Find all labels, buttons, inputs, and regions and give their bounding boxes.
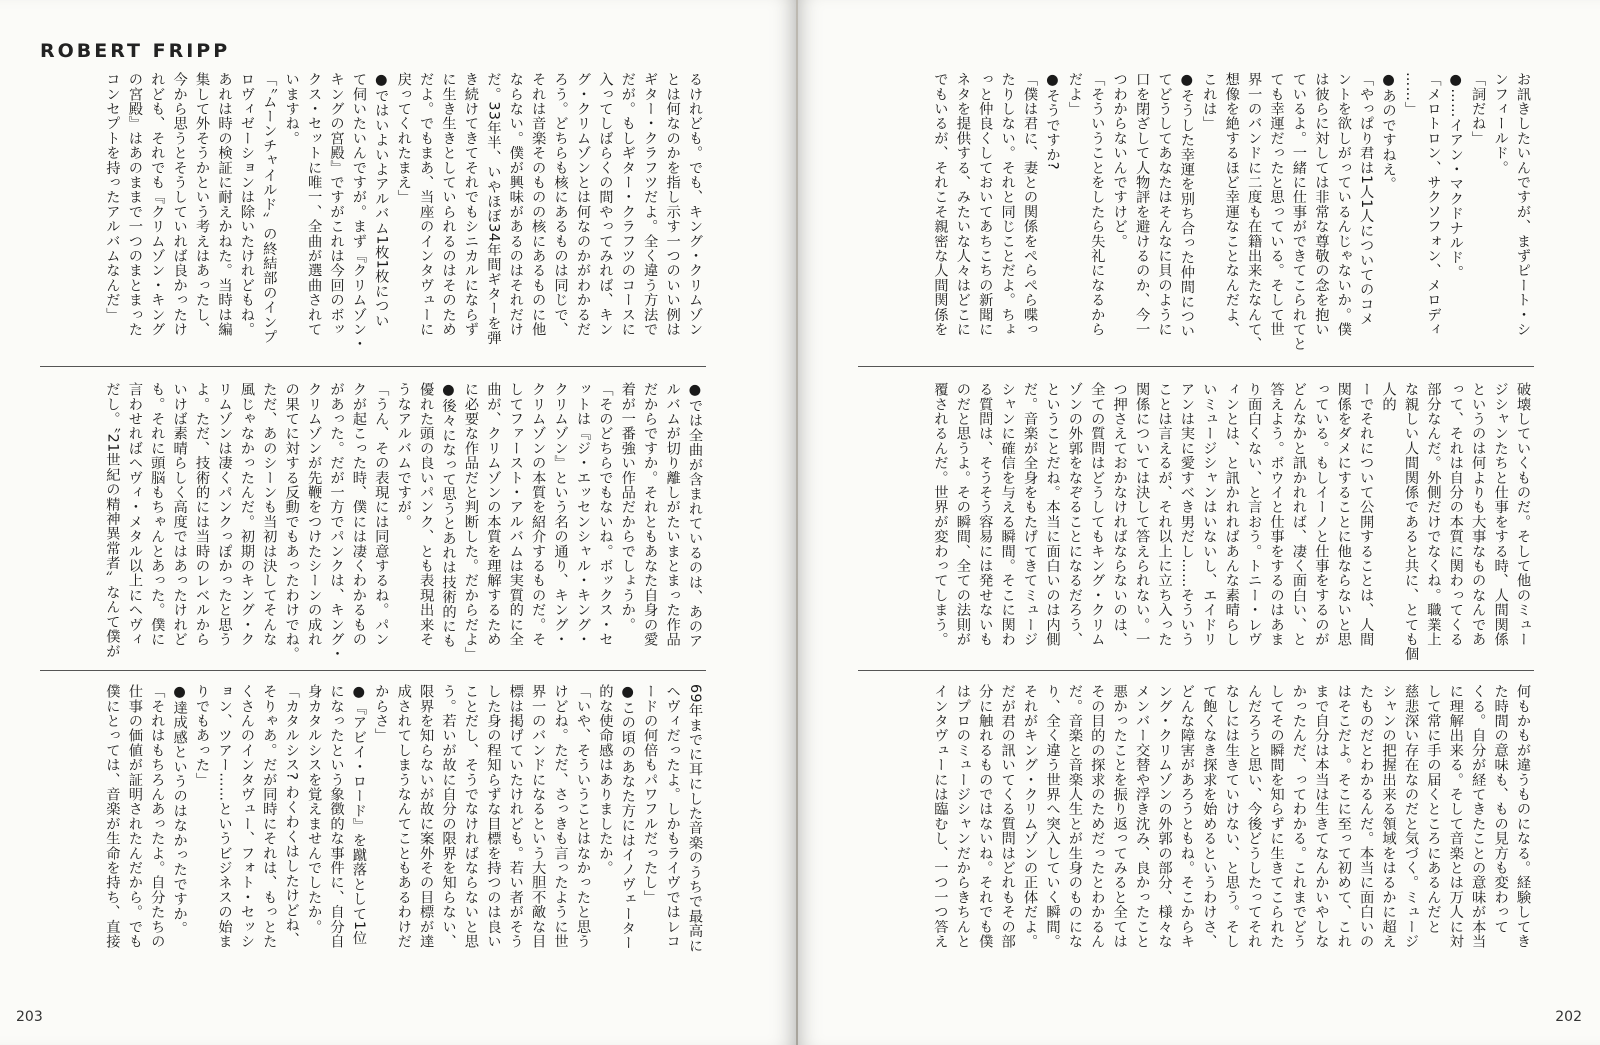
right-tier-divider-2 [858, 670, 1534, 671]
right-tier-1-text: お訊きしたいんですが、まずピート・シ ンフィールド。 「詞だね」 ●……イアン・マクドナルド。 「メロトロン、サクソフォン、メロディ ……」 ●あのですねえ。 「やっぱり君は1人1人についてのコメ ントを欲しがっているんじゃないか。僕 は彼らに対しては非常な尊敬の念を抱い ているよ。一緒に仕事ができてこられてと ても幸運だったと思っている。そして世 界一のバンドに二度も在籍出来たなんて、 想像を絶するほど幸運なことなんだよ、 これは」 ●そうした幸運を別ち合った仲間につい てどうしてあなたはそんなに貝のように 口を閉ざして人物評を避けるのか、今一 つわからないんですけど。 「そういうことをしたら失礼になるから だよ」 ●そうですか? 「僕は君に、妻との関係をぺらぺら喋っ たりしない。それと同じことだよ。ちょ っと仲良くしておいてあちこちの新聞に ネタを提供する、みたいな人々はどこに でもいるが、それこそ親密な人間関係を [932, 72, 1531, 352]
left-tier-1-text: るけれども。でも、キング・クリムゾン とは何なのかを指し示す一つのいい例は ギター・クラフツだよ。全く違う方法で だが。もしギター・クラフツのコースに 入ってしばらくの間やってみれば、キン グ・クリムゾンとは何なのかがわかるだ ろう。どちらも核にあるものは同じで、 それは音楽そのものの核にあるものに他 ならない。僕が興味があるのはそれだけ だ。33年半、いやほぼ34年間ギターを弾 き続けてきてそれでもシニカルにならず に生き生きとしていられるのはそのため だよ。でもまあ、当座のインタヴューに 戻ってくれたまえ」 ●ではいよいよアルバム1枚1枚につい て伺いたいんですが。まず『クリムゾン・ キングの宮殿』ですがこれは今回のボッ クス・セットに唯一、全曲が選曲されて いますね。 「〝ムーンチャイルド〟の終結部のインプ ロヴィゼーションは除いたけれどもね。 あれは時の検証に耐えかねた。当時は編 集して外そうかという考えはあったし、 今から思うとそうしていれば良かったけ れども、それでも『クリムゾン・キング の宮殿』はあのままで一つのまとまった コンセプトを持ったアルバムなんだ」 [104, 72, 703, 352]
book-gutter [796, 0, 798, 1045]
left-tier-divider-1 [40, 366, 706, 367]
page-number-left: 203 [16, 1009, 43, 1025]
running-header: ROBERT FRIPP [40, 40, 231, 62]
left-tier-divider-2 [40, 670, 706, 671]
right-tier-2-text: 破壊していくものだ。そして他のミュー ジシャンたちと仕事をする時、人間関係 というのは何よりも大事なものなんであ って、それは自分の本質に関わってくる 部分なんだ。外側だけでなくね。職業上 な親しい人間関係であると共に、とても個人的 ーでそれについて公開することは、人間 関係をダメにすることに他ならないと思 っている。もしイーノと仕事をするのが どんなかと訊かれれば、凄く面白い、と 答えよう。ボウイと仕事をするのはあま り面白くない、と言おう。トニー・レヴ ィンとは、と訊かれればあんな素晴らし いミュージシャンはいないし、エイドリ アンは実に愛すべき男だし……そういう ことは言えるが、それ以上に立ち入った 関係については決して答えられない。一 つ押さえておかなければならないのは、 全ての質問はどうしてもキング・クリム ゾンの外郭をなぞることになるだろう、 ということだね。本当に面白いのは内側 だ。音楽が全身をもたげてきてミュージ シャンに確信を与える瞬間。そこに関わ る質問は、そうそう容易には発せないも のだと思うよ。その瞬間、全ての法則が 覆されるんだ。世界が変わってしまう。 [932, 382, 1531, 662]
right-tier-3-text: 何もかもが違うものになる。経験してき た時間の意味も、もの見方も変わって くる。自分が経てきたことの意味が本当 に理解出来る。そして音楽とは万人に対 して常に手の届くところにあるんだと 慈悲深い存在なのだと気づく。ミュージ シャンの把握出来る領域をはるかに超え たものだとわかるんだ。本当に面白いの はそこだよ。そこに至って初めて、これ まで自分は本当は生きてなんかいやしな かったんだ、ってわかる。これまでどう してその瞬間を知らずに生きてこられた んだろうと思い、今後どうしたってそれ なしには生きていけない、と思う。そし て飽くなき探求を始めるというわけさ、 どんな障害があろうともね。そこからキ ング・クリムゾンの外郭の部分、様々な メンバー交替や浮き沈み、良かったこと 悪かったことを振り返ってみると全ては その目的の探求のためだったとわかるん だ。音楽と音楽人生とが生身のものにな り、全く違う世界へ突入していく瞬間。 それがキング・クリムゾンの正体だよ。 だが君の訊いてくる質問はどれもその部 分に触れるものではないね。それでも僕 はプロのミュージシャンだからきちんと インタヴューには臨むし、一つ一つ答え [932, 684, 1531, 949]
left-tier-3-text: 69年までに耳にした音楽のうちで最高に ヘヴィだったよ。しかもライヴではレコ ードの何倍もパワフルだったし」 ●この頃のあなた方にはイノヴェーター 的な使命感はありましたか。 「いや、そういうことはなかったと思う けどね。ただ、さっきも言ったように世 界一のバンドになるという大胆不敵な目 標は掲げていたけれども。若い者がそう した身の程知らずな目標を持つのは良い ことだし、そうでなければならないと思 う。若いが故に自分の限界を知らない、 限界を知らないが故に案外その目標が達 成されてしまうなんてこともあるわけだ からさ」 ●『アビイ・ロード』を蹴落として1位 になったという象徴的な事件に、自分自 身カタルシスを覚えませんでしたか。 「カタルシス? わくわくはしたけどね、 そりゃあ。だが同時にそれは、もっとた くさんのインタヴュー、フォト・セッシ ョン、ツアー……というビジネスの始ま りでもあった」 ●達成感というのはなかったですか。 「それはもちろんあったよ。自分たちの 仕事の価値が証明されたんだから。でも 僕にとっては、音楽が生命を持ち、直接 [104, 684, 703, 953]
left-tier-2-text: ●では全曲が含まれているのは、あのア ルバムが切り離しがたいまとまった作品 だからですか。それともあなた自身の愛 着が一番強い作品だからでしょうか。 「そのどちらでもないね。ボックス・セ ットは『ジ・エッセンシャル・キング・ クリムゾン』という名の通り、キング・ クリムゾンの本質を紹介するものだ。そ してファースト・アルバムは実質的に全 曲が、クリムゾンの本質を理解するため に必要な作品だと判断した。だからだよ」 ●後々になって思うとあれは技術的にも 優れた頭の良いパンク、とも表現出来そ うなアルバムですが。 「うん、その表現には同意するね。パン クが起こった時、僕には凄くわかるもの があった。だが一方でパンクは、キング・ クリムゾンが先鞭をつけたシーンの成れ の果てに対する反動でもあったわけでね。 ただ、あのシーンも当初は決してそんな 風じゃなかったんだ。初期のキング・ク リムゾンは凄くパンクっぽかったと思う よ。ただ、技術的には当時のレベルから いけば素晴らしく高度ではあったけれど も。それに頭脳もちゃんとあった。僕に 言わせればヘヴィ・メタル以上にヘヴィ だし。〝21世紀の精神異常者〟なんて僕が [104, 382, 703, 662]
page-number-right: 202 [1555, 1009, 1582, 1025]
right-tier-divider-1 [858, 366, 1534, 367]
